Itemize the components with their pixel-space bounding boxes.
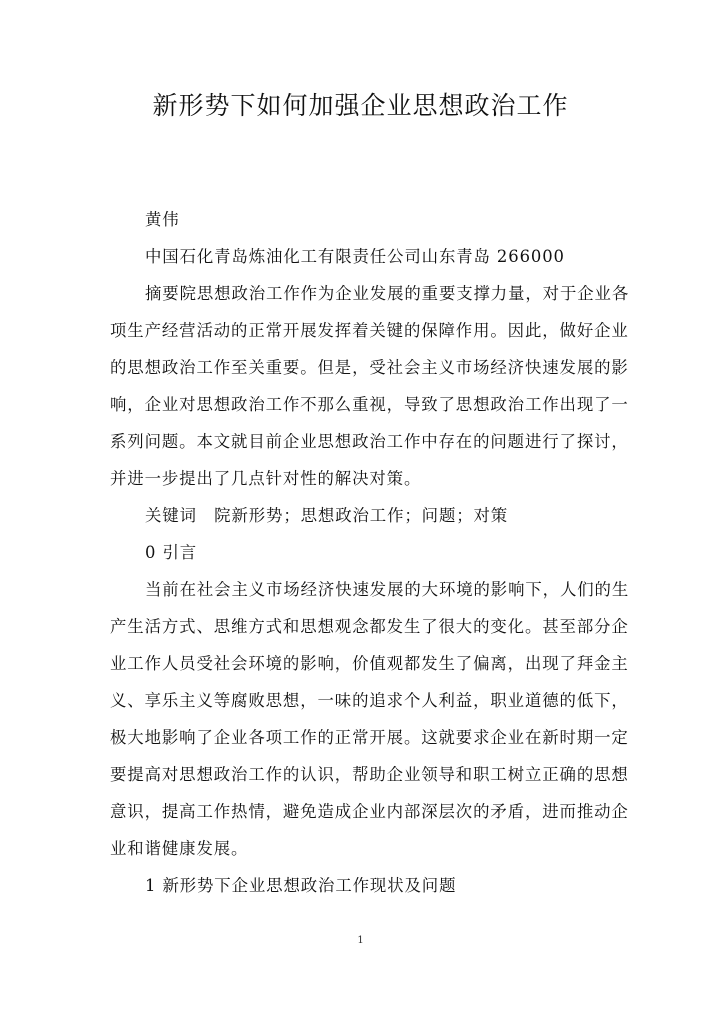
paragraph-line: 当前在社会主义市场经济快速发展的大环境的影响下，人们的生 [145,580,630,599]
paragraph-line: 业工作人员受社会环境的影响，价值观都发生了偏离，出现了拜金主 [110,654,629,673]
abstract-line: 摘要院思想政治工作作为企业发展的重要支撑力量，对于企业各 [145,284,630,303]
paragraph-line: 义、享乐主义等腐败思想，一味的追求个人利益，职业道德的低下， [110,691,629,710]
abstract-line: 并进一步提出了几点针对性的解决对策。 [110,469,422,488]
paragraph-line: 极大地影响了企业各项工作的正常开展。这就要求企业在新时期一定 [110,728,629,747]
paragraph-line: 产生活方式、思维方式和思想观念都发生了很大的变化。甚至部分企 [110,617,629,636]
abstract-line: 的思想政治工作至关重要。但是，受社会主义市场经济快速发展的影 [110,358,629,377]
section-heading-intro: 0 引言 [145,543,198,562]
abstract-line: 项生产经营活动的正常开展发挥着关键的保障作用。因此，做好企业 [110,321,629,340]
paragraph-line: 意识，提高工作热情，避免造成企业内部深层次的矛盾，进而推动企 [110,802,629,821]
affiliation: 中国石化青岛炼油化工有限责任公司山东青岛 266000 [145,247,565,266]
abstract-line: 系列问题。本文就目前企业思想政治工作中存在的问题进行了探讨， [110,432,629,451]
keywords: 关键词 院新形势；思想政治工作；问题；对策 [145,506,509,525]
section-heading-1: 1 新形势下企业思想政治工作现状及问题 [145,876,457,895]
paragraph-line: 要提高对思想政治工作的认识，帮助企业领导和职工树立正确的思想 [110,765,629,784]
author: 黄伟 [145,210,180,229]
document-title: 新形势下如何加强企业思想政治工作 [152,91,569,120]
abstract-line: 响，企业对思想政治工作不那么重视，导致了思想政治工作出现了一 [110,395,629,414]
paragraph-line: 业和谐健康发展。 [110,839,249,858]
page-number: 1 [357,935,364,946]
